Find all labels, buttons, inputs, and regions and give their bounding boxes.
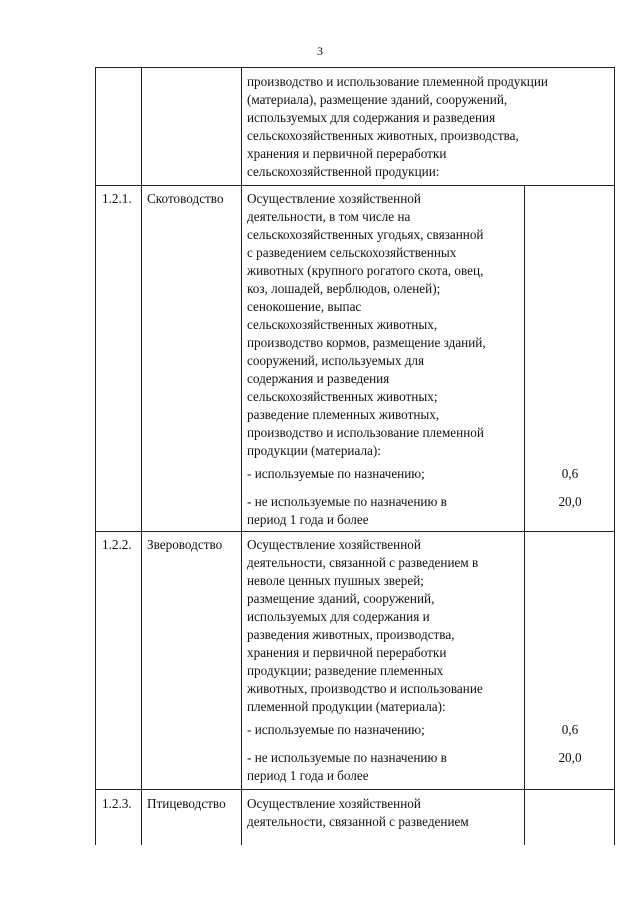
- text-line: используемых для содержания и разведения: [247, 110, 496, 125]
- text-line: сельскохозяйственной продукции:: [247, 164, 440, 179]
- name-col-divider: [241, 67, 242, 845]
- description-line: животных (крупного рогатого скота, овец,: [247, 263, 484, 278]
- description-line: разведения животных, производства,: [247, 627, 455, 642]
- row-code: 1.2.2.: [102, 537, 132, 552]
- description-line: сельскохозяйственных животных;: [247, 389, 438, 404]
- description-line: животных, производство и использование: [247, 681, 483, 696]
- item-label-line: - используемые по назначению;: [247, 466, 425, 481]
- row-divider-3: [95, 789, 615, 790]
- description-line: коз, лошадей, верблюдов, оленей);: [247, 281, 441, 296]
- description-line: деятельности, связанной с разведением в: [247, 555, 479, 570]
- description-line: сенокошение, выпас: [247, 299, 362, 314]
- description-line: Осуществление хозяйственной: [247, 537, 421, 552]
- description-line: деятельности, связанной с разведением: [247, 814, 469, 829]
- description-line: сооружений, используемых для: [247, 353, 425, 368]
- description-line: хранения и первичной переработки: [247, 645, 447, 660]
- item-value: 20,0: [558, 750, 582, 765]
- item-value: 0,6: [561, 466, 579, 481]
- description-line: сельскохозяйственных животных,: [247, 317, 438, 332]
- row-divider-1: [95, 185, 615, 186]
- item-label-line: - не используемые по назначению в: [247, 750, 447, 765]
- text-line: сельскохозяйственных животных, производства,: [247, 128, 519, 143]
- row-code: 1.2.3.: [102, 796, 132, 811]
- description-line: производство и использование племенной: [247, 425, 484, 440]
- description-line: разведение племенных животных,: [247, 407, 440, 422]
- description-line: размещение зданий, сооружений,: [247, 591, 435, 606]
- description-line: племенной продукции (материала):: [247, 699, 446, 714]
- table-left-border: [95, 67, 96, 845]
- row-name: Скотоводство: [147, 191, 224, 206]
- description-line: Осуществление хозяйственной: [247, 796, 421, 811]
- row-name: Птицеводство: [147, 796, 226, 811]
- text-line: производство и использование племенной продукции: [247, 74, 548, 89]
- table-top-border: [95, 67, 615, 68]
- description-line: используемых для содержания и: [247, 609, 430, 624]
- text-line: (материала), размещение зданий, сооружений,: [247, 92, 508, 107]
- description-line: неволе ценных пушных зверей;: [247, 573, 424, 588]
- value-col-divider-row3: [524, 789, 525, 845]
- item-label-line: период 1 года и более: [247, 512, 369, 527]
- row-divider-2: [95, 531, 615, 532]
- row-name: Звероводство: [147, 537, 223, 552]
- row-code: 1.2.1.: [102, 191, 132, 206]
- item-value: 20,0: [558, 494, 582, 509]
- description-line: содержания и разведения: [247, 371, 390, 386]
- text-line: хранения и первичной переработки: [247, 146, 447, 161]
- item-label-line: - используемые по назначению;: [247, 722, 425, 737]
- description-line: продукции; разведение племенных: [247, 663, 444, 678]
- description-line: Осуществление хозяйственной: [247, 191, 421, 206]
- item-value: 0,6: [561, 722, 579, 737]
- item-label-line: - не используемые по назначению в: [247, 494, 447, 509]
- description-line: сельскохозяйственных угодьях, связанной: [247, 227, 484, 242]
- description-line: продукции (материала):: [247, 443, 381, 458]
- page-number: 3: [317, 44, 323, 58]
- item-label-line: период 1 года и более: [247, 768, 369, 783]
- description-line: с разведением сельскохозяйственных: [247, 245, 457, 260]
- code-col-divider: [141, 67, 142, 845]
- description-line: производство кормов, размещение зданий,: [247, 335, 486, 350]
- description-line: деятельности, в том числе на: [247, 209, 411, 224]
